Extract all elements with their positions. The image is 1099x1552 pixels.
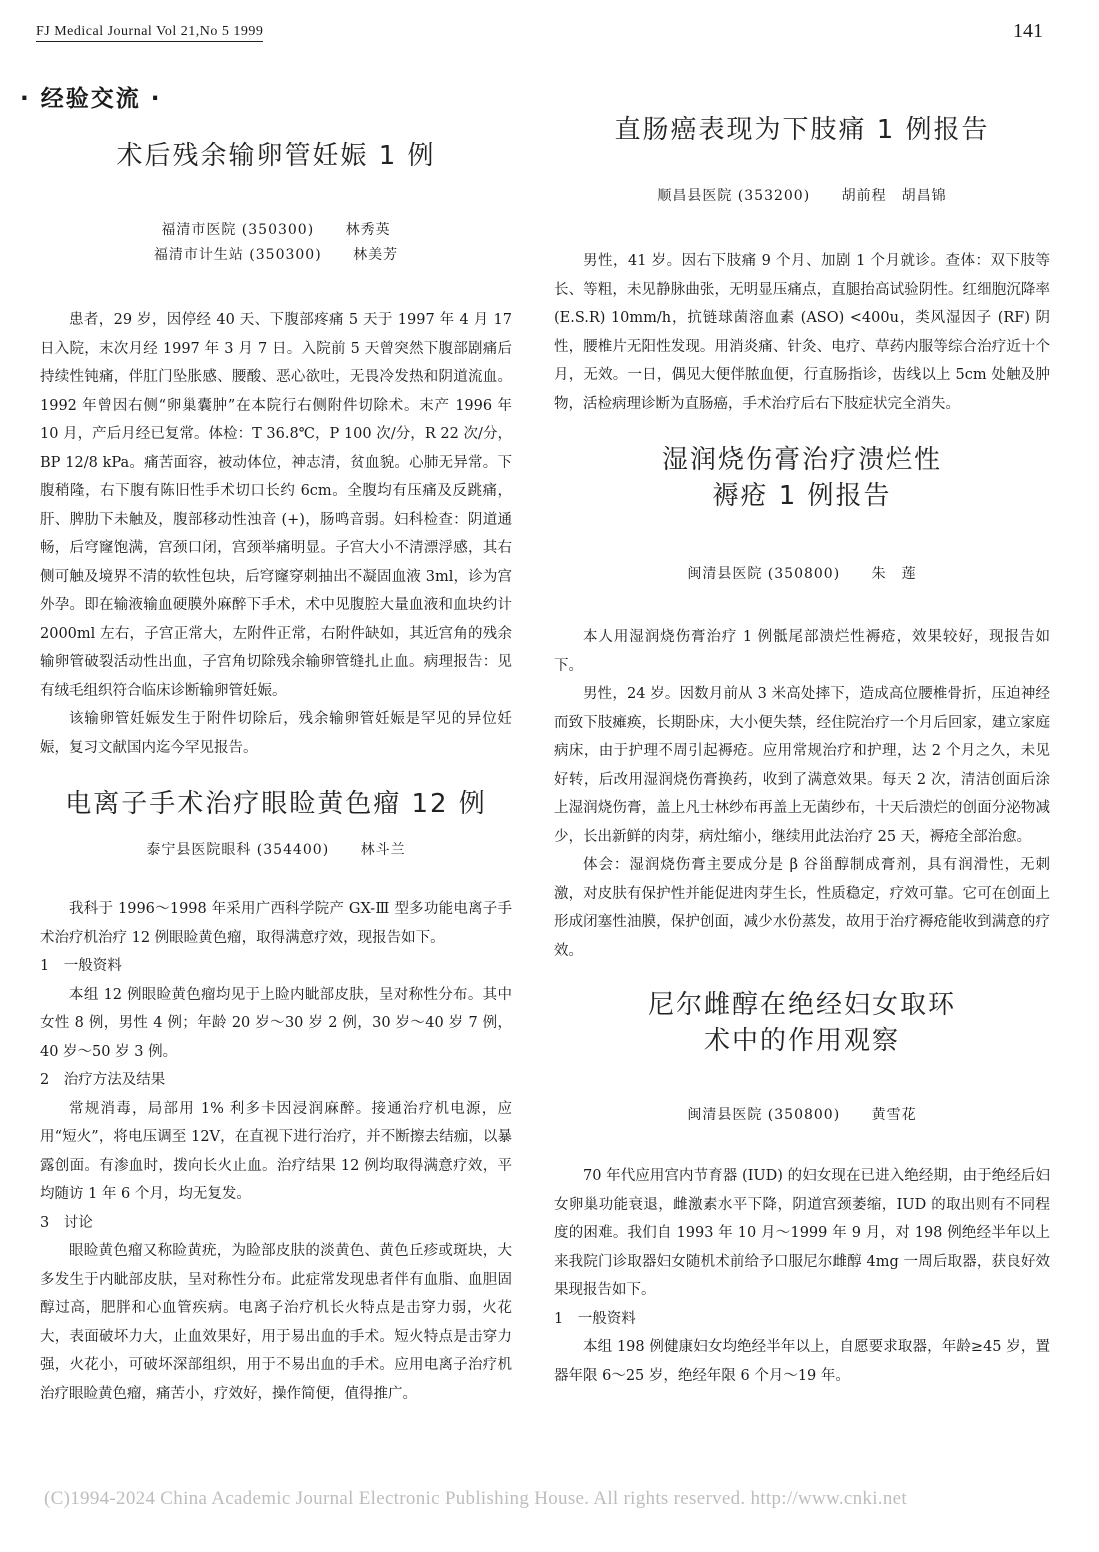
author-line [554,1103,1050,1128]
section-heading: 1 一般资料 [40,958,122,974]
author-line [554,184,1050,209]
author-name: 胡前程 胡昌锦 [841,188,947,204]
author-line [40,218,512,243]
article-title-line: 褥疮 1 例报告 [712,481,892,511]
article-title-line: 术中的作用观察 [703,1026,900,1056]
author-line [40,838,512,863]
author-affiliation: 顺昌县医院 (353200) [657,188,811,204]
article-title-line: 湿润烧伤膏治疗溃烂性 [661,445,942,475]
paragraph: 常规消毒，局部用 1% 利多卡因浸润麻醉。接通治疗机电源，应用“短火”，将电压调至 12V，在直视下进行治疗，并不断擦去结痂，以暴露创面。有渗血时，拨向长火止血。治疗结果 12 例均取得满意疗效，平均随访 1 年 6 个月，均无复发。 [40,1100,512,1202]
left-column [40,138,512,1408]
author-line [40,243,512,268]
article-title: 电离子手术治疗眼睑黄色瘤 12 例 [65,789,487,819]
paragraph: 患者，29 岁，因停经 40 天、下腹部疼痛 5 天于 1997 年 4 月 17 日入院，末次月经 1997 年 3 月 7 日。入院前 5 天曾突然下腹部剧痛后持续性钝痛，伴肛门坠胀感、腰酸、恶心欲吐，无畏冷发热和阴道流血。1992 年曾因右侧“卵巢囊肿”在本院行右侧附件切除术。末产 1996 年 10 月，产后月经已复常。体检：T 36.8℃，P 100 次/分，R 22 次/分，BP 12/8 kPa。痛苦面容，被动体位，神志清，贫血貌。心肺无异常。下腹稍隆，右下腹有陈旧性手术切口长约 6cm。全腹均有压痛及反跳痛，肝、脾肋下未触及，腹部移动性浊音 (+)，肠鸣音弱。妇科检查：阴道通畅，后穹窿饱满，宫颈口闭，宫颈举痛明显。子宫大小不清漂浮感，其右侧可触及境界不清的软性包块，后穹窿穿刺抽出不凝固血液 3ml，诊为宫外孕。即在输液输血硬膜外麻醉下手术，术中见腹腔大量血液和血块约计 2000ml 左右，子宫正常大，左附件正常，右附件缺如，其近宫角的残余输卵管破裂活动性出血，子宫角切除残余输卵管缝扎止血。病理报告：见有绒毛组织符合临床诊断输卵管妊娠。 [40,312,512,699]
article-title: 直肠癌表现为下肢痛 1 例报告 [614,115,990,145]
page-number: 141 [1013,20,1043,42]
article-title: 术后残余输卵管妊娠 1 例 [116,141,436,171]
article-title-line: 尼尔雌醇在绝经妇女取环 [647,990,956,1020]
column-tag: · 经验交流 · [20,86,162,112]
paragraph: 我科于 1996～1998 年采用广西科学院产 GX-Ⅲ 型多功能电离子手术治疗机治疗 12 例眼睑黄色瘤，取得满意疗效，现报告如下。 [40,901,512,946]
paragraph: 本人用湿润烧伤膏治疗 1 例骶尾部溃烂性褥疮，效果较好，现报告如下。 [554,629,1050,674]
author-name: 林美芳 [353,247,399,263]
author-affiliation: 闽清县医院 (350800) [687,566,841,582]
paragraph: 男性，41 岁。因右下肢痛 9 个月、加剧 1 个月就诊。查体：双下肢等长、等粗，未见静脉曲张，无明显压痛点，直腿抬高试验阴性。红细胞沉降率 (E.S.R) 10mm/h，抗链球菌溶血素 (ASO) <400u，类风湿因子 (RF) 阴性，腰椎片无阳性发现。用消炎痛、针灸、电疗、草药内服等综合治疗近十个月，无效。一日，偶见大便伴脓血便，行直肠指诊，齿线以上 5cm 处触及肿物，活检病理诊断为直肠癌，手术治疗后右下肢症状完全消失。 [554,253,1050,412]
paragraph: 70 年代应用宫内节育器 (IUD) 的妇女现在已进入绝经期，由于绝经后妇女卵巢功能衰退，雌激素水平下降，阴道宫颈萎缩，IUD 的取出则有不同程度的困难。我们自 1993 年 10 月～1999 年 9 月，对 198 例绝经半年以上来我院门诊取器妇女随机术前给予口服尼尔雌醇 4mg 一周后取器，获良好效果现报告如下。 [554,1168,1050,1298]
copyright-watermark: (C)1994-2024 China Academic Journal Electronic Publishing House. All rights reserved. http://www.cnki.net [44,1488,907,1509]
paragraph: 该输卵管妊娠发生于附件切除后，残余输卵管妊娠是罕见的异位妊娠，复习文献国内迄今罕见报告。 [40,711,512,756]
author-affiliation: 闽清县医院 (350800) [687,1107,841,1123]
paragraph: 本组 198 例健康妇女均绝经半年以上，自愿要求取器，年龄≥45 岁，置器年限 6～25 岁，绝经年限 6 个月～19 年。 [554,1339,1050,1384]
paragraph: 男性，24 岁。因数月前从 3 米高处摔下，造成高位腰椎骨折，压迫神经而致下肢瘫痪，长期卧床，大小便失禁，经住院治疗一个月后回家，建立家庭病床，由于护理不周引起褥疮。应用常规治疗和护理，达 2 个月之久，未见好转，后改用湿润烧伤膏换药，收到了满意效果。每天 2 次，清洁创面后涂上湿润烧伤膏，盖上凡士林纱布再盖上无菌纱布，十天后溃烂的创面分泌物减少，长出新鲜的肉芽，病灶缩小，继续用此法治疗 25 天，褥疮全部治愈。 [554,686,1050,845]
author-line [554,562,1050,587]
right-column [554,112,1050,1390]
author-name: 朱 莲 [871,566,917,582]
paragraph: 眼睑黄色瘤又称睑黄疣，为睑部皮肤的淡黄色、黄色丘疹或斑块，大多发生于内眦部皮肤，呈对称性分布。此症常发现患者伴有血脂、血胆固醇过高，肥胖和心血管疾病。电离子治疗机长火特点是击穿力弱，火花大，表面破坏力大，止血效果好，用于易出血的手术。短火特点是击穿力强，火花小，可破坏深部组织，用于不易出血的手术。应用电离子治疗机治疗眼睑黄色瘤，痛苦小，疗效好，操作简便，值得推广。 [40,1243,512,1402]
author-name: 林秀英 [345,222,391,238]
author-affiliation: 泰宁县医院眼科 (354400) [146,842,330,858]
journal-running-header: FJ Medical Journal Vol 21,No 5 1999 [36,24,263,42]
section-heading: 2 治疗方法及结果 [40,1072,166,1088]
section-heading: 3 讨论 [40,1214,93,1231]
author-affiliation: 福清市计生站 (350300) [153,247,322,263]
paragraph: 体会：湿润烧伤膏主要成分是 β 谷甾醇制成膏剂，具有润滑性，无刺激，对皮肤有保护性并能促进肉芽生长，性质稳定，疗效可靠。它可在创面上形成闭塞性油膜，保护创面，减少水份蒸发，故用于治疗褥疮能收到满意的疗效。 [554,857,1050,959]
section-heading: 1 一般资料 [554,1310,636,1327]
author-name: 林斗兰 [360,842,406,858]
paragraph: 本组 12 例眼睑黄色瘤均见于上睑内眦部皮肤，呈对称性分布。其中女性 8 例，男性 4 例；年龄 20 岁～30 岁 2 例，30 岁～40 岁 7 例，40 岁～50 岁 3 例。 [40,986,512,1060]
author-affiliation: 福清市医院 (350300) [161,222,315,238]
author-name: 黄雪花 [871,1107,917,1123]
